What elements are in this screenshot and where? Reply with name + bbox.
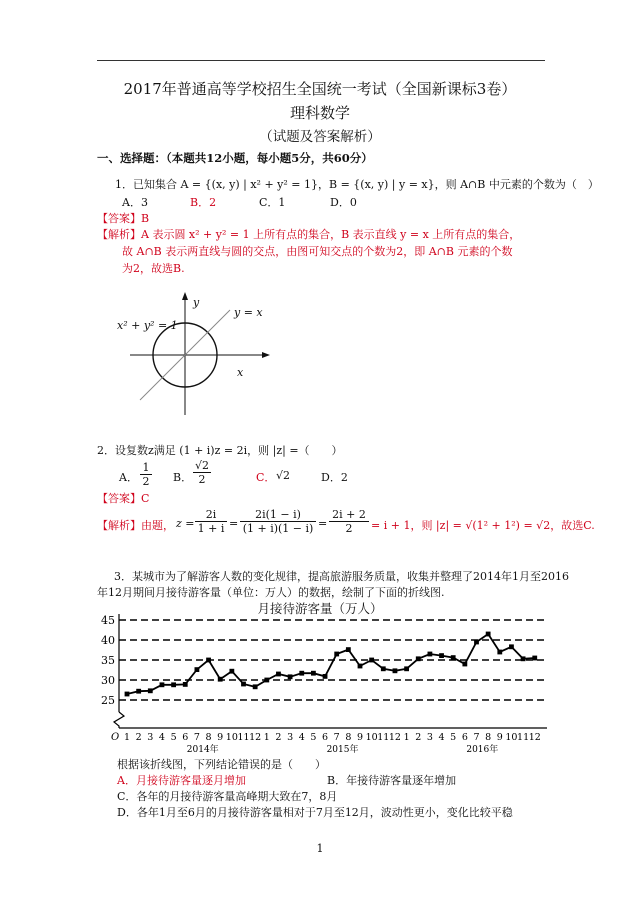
- data-point: [323, 674, 328, 679]
- month-tick-label: 9: [356, 732, 364, 743]
- y-tick-label: 35: [101, 654, 115, 667]
- month-tick-label: 1: [123, 732, 131, 743]
- frac-den: 1 + i: [195, 521, 227, 535]
- month-tick-label: 9: [496, 732, 503, 743]
- q1-stem: 1．已知集合 A = {(x, y) | x² + y² = 1}，B = {(x, y) | y = x}，则 A∩B 中元素的个数为（ ）: [115, 178, 599, 191]
- origin-label: O: [111, 732, 120, 743]
- q1-analysis-line1: 【解析】A 表示圆 x² + y² = 1 上所有点的集合，B 表示直线 y = x 上所有点的集合，: [97, 228, 521, 241]
- data-point: [521, 656, 526, 661]
- year-label: 2016年: [466, 745, 499, 755]
- data-point: [497, 650, 502, 655]
- q3-option-a: A．月接待游客量逐月增加: [117, 774, 246, 787]
- section-heading: 一、选择题：（本题共12小题，每小题5分，共60分）: [97, 151, 373, 165]
- data-point: [532, 656, 537, 661]
- data-point: [404, 666, 409, 671]
- frac-den: 2: [140, 474, 152, 488]
- data-point: [218, 677, 223, 682]
- data-point: [276, 672, 281, 677]
- axis-break: [114, 712, 124, 728]
- frac-den: 2: [193, 472, 211, 486]
- circle-equation-label: x² + y² = 1: [117, 319, 178, 332]
- month-tick-label: 2: [135, 732, 142, 743]
- data-point: [381, 666, 386, 671]
- q3-stem-line2: 年12月期间月接待游客量（单位：万人）的数据，绘制了下面的折线图.: [97, 586, 445, 599]
- y-tick-label: 30: [101, 674, 115, 687]
- q2-option-b-fraction: [193, 459, 211, 486]
- month-tick-label: 8: [205, 732, 212, 743]
- page-number: 1: [316, 842, 324, 855]
- data-point: [428, 652, 433, 657]
- month-tick-label: 9: [217, 732, 224, 743]
- x-axis-arrow: [262, 352, 270, 358]
- data-point: [288, 674, 293, 679]
- q1-option-b: B．2: [190, 196, 217, 209]
- month-tick-label: 7: [193, 732, 200, 743]
- data-point: [299, 671, 304, 676]
- frac-den: (1 + i)(1 − i): [240, 521, 316, 535]
- q2-fraction-2: [240, 508, 316, 535]
- y-tick-label: 45: [101, 614, 115, 627]
- y-tick-label: 25: [101, 694, 115, 707]
- month-tick-label: 11: [517, 732, 530, 743]
- month-tick-label: 10: [225, 732, 238, 743]
- month-tick-label: 3: [287, 732, 294, 743]
- q2-option-a: A．: [119, 471, 138, 484]
- q2-fraction-3: [329, 508, 369, 535]
- data-point: [462, 662, 467, 667]
- frac-num: 2i(1 − i): [255, 508, 301, 521]
- data-point: [334, 652, 339, 657]
- data-point: [229, 669, 234, 674]
- month-tick-label: 1: [403, 732, 410, 743]
- month-tick-label: 4: [298, 732, 305, 743]
- month-tick-label: 12: [528, 732, 541, 743]
- data-point: [416, 656, 421, 661]
- q2-option-c-value: √2: [276, 469, 291, 482]
- data-point: [125, 692, 130, 697]
- data-point: [264, 678, 269, 683]
- q2-analysis-tail: = i + 1，则 |z| = √(1² + 1²) = √2，故选C.: [371, 519, 595, 532]
- q1-analysis-line2: 故 A∩B 表示两直线与圆的交点，由图可知交点的个数为2，即 A∩B 元素的个数: [122, 245, 513, 258]
- month-tick-label: 10: [505, 732, 518, 743]
- q2-analysis-z: z =: [176, 517, 195, 530]
- data-point: [486, 632, 491, 637]
- data-point: [369, 658, 374, 663]
- data-point: [160, 682, 165, 687]
- month-tick-label: 5: [170, 732, 177, 743]
- y-axis-label: y: [193, 296, 200, 309]
- month-tick-label: 8: [485, 732, 492, 743]
- q3-prompt: 根据该折线图，下列结论错误的是（ ）: [117, 758, 326, 771]
- frac-num: 1: [142, 461, 150, 474]
- data-point: [311, 671, 316, 676]
- q1-option-d: D．0: [330, 196, 357, 209]
- series-line: [127, 634, 535, 694]
- q1-analysis-line3: 为2，故选B.: [122, 262, 185, 275]
- month-tick-label: 1: [263, 732, 270, 743]
- month-tick-label: 3: [147, 732, 154, 743]
- year-label: 2014年: [186, 745, 219, 755]
- paper-subject: 理科数学: [289, 104, 350, 122]
- month-tick-label: 11: [237, 732, 250, 743]
- month-tick-label: 8: [345, 732, 352, 743]
- data-point: [241, 682, 246, 687]
- month-tick-label: 2: [275, 732, 282, 743]
- data-point: [253, 684, 258, 689]
- month-tick-label: 7: [333, 732, 340, 743]
- q3-option-c: C．各年的月接待游客量高峰期大致在7，8月: [117, 790, 338, 803]
- month-tick-label: 4: [158, 732, 165, 743]
- month-tick-label: 12: [249, 732, 262, 743]
- q2-stem: 2．设复数z满足 (1 + i)z = 2i，则 |z| =（ ）: [97, 444, 343, 457]
- month-tick-label: 4: [438, 732, 445, 743]
- frac-num: 2i + 2: [332, 508, 366, 521]
- data-point: [206, 658, 211, 663]
- month-tick-label: 6: [182, 732, 189, 743]
- q2-option-c: C．: [256, 471, 276, 484]
- line-equation-label: y = x: [234, 306, 263, 319]
- q1-figure: [100, 290, 300, 420]
- equals-sign: =: [229, 517, 239, 530]
- q1-answer: 【答案】B: [97, 212, 150, 225]
- data-point: [439, 653, 444, 658]
- month-tick-label: 2: [415, 732, 422, 743]
- data-point: [509, 644, 514, 649]
- data-point: [358, 664, 363, 669]
- data-point: [393, 668, 398, 673]
- header-rule: [97, 60, 545, 61]
- paper-note: （试题及答案解析）: [259, 129, 381, 145]
- q1-option-c: C．1: [259, 196, 286, 209]
- chart-title: 月接待游客量（万人）: [257, 601, 383, 616]
- month-tick-label: 6: [322, 732, 329, 743]
- month-tick-label: 6: [461, 732, 468, 743]
- data-point: [148, 688, 153, 693]
- q3-option-d: D．各年1月至6月的月接待游客量相对于7月至12月，波动性更小，变化比较平稳: [117, 806, 513, 819]
- q2-answer: 【答案】C: [97, 492, 150, 505]
- y-tick-label: 40: [101, 634, 115, 647]
- q1-option-a: A．3: [122, 196, 148, 209]
- month-tick-label: 3: [426, 732, 433, 743]
- data-point: [171, 682, 176, 687]
- month-tick-label: 7: [473, 732, 480, 743]
- q2-option-d: D．2: [321, 471, 348, 484]
- data-point: [183, 682, 188, 687]
- y-axis-arrow: [182, 292, 188, 300]
- data-point: [474, 640, 479, 645]
- data-point: [195, 667, 200, 672]
- data-point: [346, 647, 351, 652]
- q2-option-b: B．: [173, 471, 193, 484]
- q3-stem-line1: 3．某城市为了解游客人数的变化规律，提高旅游服务质量，收集并整理了2014年1月至2016: [114, 570, 569, 583]
- equals-sign: =: [318, 517, 328, 530]
- month-tick-label: 5: [450, 732, 457, 743]
- x-axis-label: x: [237, 366, 244, 379]
- q2-option-a-fraction: [140, 461, 152, 488]
- visitor-line-chart: [95, 612, 555, 760]
- q3-option-b: B．年接待游客量逐年增加: [327, 774, 457, 787]
- q2-analysis-prefix: 【解析】由题，: [97, 519, 174, 532]
- paper-title: 2017年普通高等学校招生全国统一考试（全国新课标3卷）: [123, 80, 517, 98]
- frac-den: 2: [329, 521, 369, 535]
- month-tick-label: 12: [388, 732, 401, 743]
- month-tick-label: 5: [310, 732, 317, 743]
- data-point: [136, 689, 141, 694]
- month-tick-label: 10: [365, 732, 378, 743]
- data-point: [451, 655, 456, 660]
- frac-num: 2i: [205, 508, 217, 521]
- year-label: 2015年: [326, 745, 359, 755]
- month-tick-label: 11: [377, 732, 390, 743]
- frac-num: √2: [194, 459, 209, 472]
- q2-fraction-1: [195, 508, 227, 535]
